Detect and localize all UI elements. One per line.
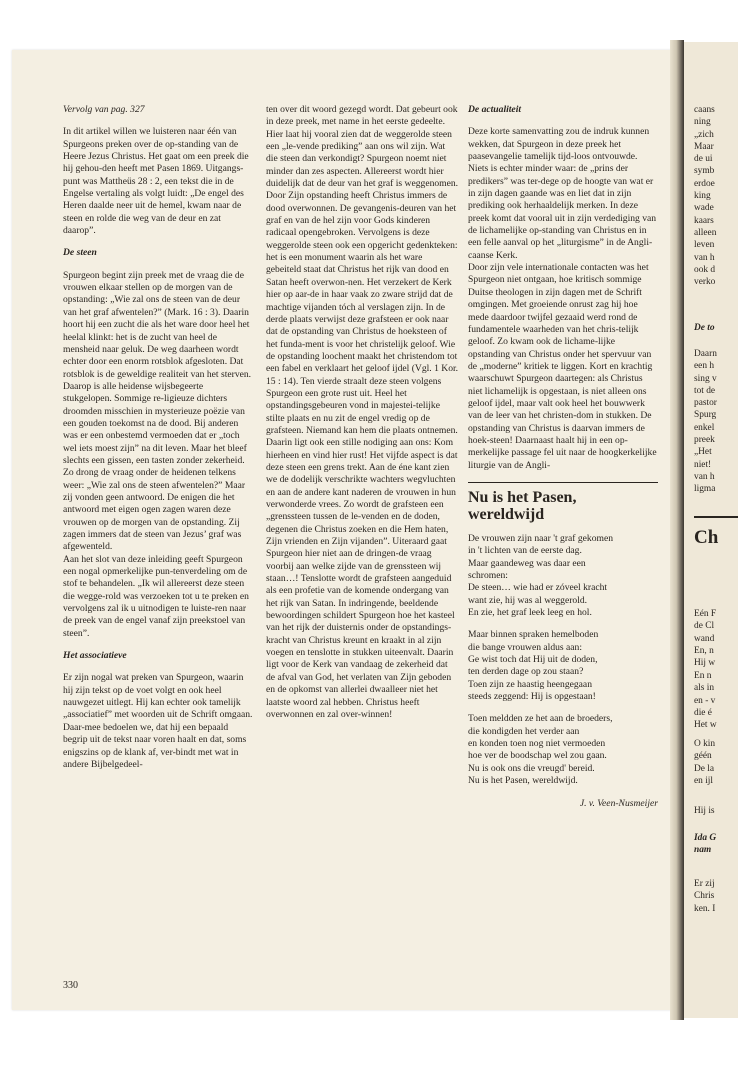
continued-from-label: Vervolg van pag. 327 <box>63 104 145 115</box>
poem-author: J. v. Veen-Nusmeijer <box>579 797 658 809</box>
next-page-subheading: Ida G nam <box>694 833 717 856</box>
poem-stanza: Toen meldden ze het aan de broeders, die kondigden het verder aan en konden toen nog niet vermoeden hoe ver de boodschap wel zou gaan. Nu is ook ons die vreugd' bereid. Nu is het Pasen, wereldwijd. <box>468 713 613 787</box>
subheading-de-steen: De steen <box>63 247 97 259</box>
next-page-text: En n als in en - v die é Het w <box>694 671 717 731</box>
column-2 <box>266 104 459 731</box>
poem-stanza: Maar binnen spraken hemelboden die bange vrouwen aldus aan: Ge wist toch dat Hij uit de doden, ten derden dage op zou staan? Toen zijn ze haastig heengegaan steeds zeggend: Hij is opgestaan! <box>468 629 599 703</box>
next-page-text: Hij is <box>694 806 715 816</box>
next-page-text: Daarn een h sing v tot de pastor Spurg enkel preek „Het niet! van h ligma <box>694 349 717 495</box>
page-number: 330 <box>63 980 78 991</box>
paragraph: ten over dit woord gezegd wordt. Dat gebeurt ook in deze preek, met name in het eerste gedeelte. Hier laat hij vooral zien dat de weggerolde steen een „le-vende prediking” aan ons wil zijn. Wat die steen dan verkondigt? Spurgeon noemt niet minder dan zes aspecten. Allereerst wordt hier duidelijk dat de deur van het graf is weggenomen. Door Zijn opstanding heeft Christus immers de dood overwonnen. De gevangenis-deuren van het graf en van de hel zijn voor Gods kinderen radicaal opengebroken. Vervolgens is deze weggerolde steen ook een opgericht gedenkteken: het is een monument waarin als het ware gebeiteld staat dat Christus het rijk van dood en Satan heeft overwon-nen. Het verzekert de Kerk hier op aar-de in haar vaak zo zware strijd dat de machtige vijanden tóch al verslagen zijn. In de derde plaats verwijst deze grafsteen er ook naar dat de opstanding van Christus de hoeksteen of het funda-ment is voor het christelijk geloof. Wie de opstanding loochent maakt het christendom tot een fabel en verklaart het geloof ijdel (Vgl. 1 Kor. 15 : 14). Ten vierde straalt deze steen volgens Spurgeon een grote rust uit. Heel het opstandingsgebeuren vond in majestei-telijke stilte plaats en nu zit de engel vredig op de grafsteen. Niemand kan hem die plaats ontnemen. Daarin ligt ook een stille nodiging aan ons: Kom hierheen en vind hier rust! Het vijfde aspect is dat deze steen een grens trekt. Aan de éne kant zien we de dodelijk verschrikte wachters wegvluchten en aan de andere kant naderen de vrouwen in hun verwonderde vrees. Zo wordt de grafsteen een „grenssteen tussen de le-venden en de doden, degenen die Christus zoeken en die Hem haten, Zijn vrienden en Zijn vijanden”. Uiteraard gaat Spurgeon hier niet aan de dringen-de vraag voorbij aan welke zijde van de grenssteen wij staan…! Tenslotte wordt de grafsteen aangeduid als een profetie van de komende ondergang van het rijk van Satan. In indringende, beeldende bewoordingen schildert Spurgeon hoe het kasteel van het rijk der duisternis onder de opstandings-kracht van Christus kreunt en kraakt in al zijn voegen en tenslotte in stukken uiteenvalt. Daarin ligt voor de Kerk van vandaag de zekerheid dat de afval van God, het verlaten van Zijn geboden en de opkomst van allerlei dwaalleer niet het laatste woord zal hebben. Christus heeft overwonnen en zal over-winnen! <box>266 104 459 720</box>
next-page-text: Er zij Chris ken. I <box>694 879 716 914</box>
paragraph: Spurgeon begint zijn preek met de vraag die de vrouwen elkaar stellen op de morgen van de opstanding: „Wie zal ons de steen van de deur van het graf afwentelen?” (Mark. 16 : 3). Daarin hoort hij een zucht die als het ware door heel het heelal klinkt: het is de zucht van heel de mensheid naar geluk. De weg daarheen wordt echter door een enorm rotsblok afgesloten. Dat rotsblok is de geweldige realiteit van het sterven. Daarop is alle heidense wijsbegeerte stukgelopen. Sommige re-ligieuze dichters droomden misschien in mysterieuze poëzie van een gouden toekomst na de dood. Bij anderen was er een onbestemd vermoeden dat er „toch wel iets moest zijn” na dit leven. Maar het bleef slechts een gissen, een tasten zonder zekerheid. Zo drong de vraag onder de heidenen telkens weer: „Wie zal ons de steen afwentelen?” Maar zij vonden geen antwoord. De enigen die het antwoord met eigen ogen zagen waren deze vrouwen op de morgen van de opstanding. Zij zagen immers dat de steen van Jezus’ graf was afgewenteld. Aan het slot van deze inleiding geeft Spurgeon een nogal opmerkelijke pun-tenverdeling om de stof te behandelen. „Ik wil allereerst deze steen die wegge-rold was verzoeken tot u te preken en vervolgens zal ik u uitnodigen te luiste-ren naar de preek van de engel vanaf zijn preekstoel van steen”. <box>63 269 252 639</box>
next-page-subheading: De to <box>694 323 715 333</box>
next-page-heading: Ch <box>694 527 719 548</box>
section-divider <box>468 482 658 483</box>
next-page-text: caans ning „zich Maar de ui symb erdoe king wade kaars alleen leven van h ook d verko <box>694 105 717 288</box>
next-page-edge <box>684 42 738 1018</box>
poem-stanza: De vrouwen zijn naar 't graf gekomen in 't lichten van de eerste dag. Maar gaandeweg was daar een schromen: De steen… wie had er zóveel kracht want zie, hij was al weggerold. En zie, het graf leek leeg en hol. <box>468 532 614 619</box>
column-1 <box>63 104 253 781</box>
paragraph: Er zijn nogal wat preken van Spurgeon, waarin hij zijn tekst op de voet volgt en ook heel nauwgezet uitlegt. Hij kan echter ook tamelijk „associatief” met woorden uit de Schrift omgaan. Daar-mee bedoelen we, dat hij een bepaald begrip uit de tekst naar voren haalt en dat, soms enigszins op de klank af, ver-bindt met wat in andere Bijbelgedeel- <box>63 672 253 770</box>
column-3 <box>468 104 658 820</box>
paragraph: In dit artikel willen we luisteren naar één van Spurgeons preken over de op-standing van de Heere Jezus Christus. Het gaat om een preek die hij gehou-den heeft met Pasen 1869. Uitgangs-punt was Mattheüs 28 : 2, een tekst die in de Engelse vertaling als volgt luidt: „De engel des Heren daalde neer uit de hemel, kwam naar de steen en rolde die weg van de deur en zat daarop”. <box>63 126 249 237</box>
subheading-de-actualiteit: De actualiteit <box>468 104 522 115</box>
next-page-rule <box>694 516 738 518</box>
next-page-text: Eén F de Cl wand En, n Hij w <box>694 609 717 669</box>
book-gutter <box>670 40 684 1020</box>
subheading-het-associatieve: Het associatieve <box>63 650 127 662</box>
next-page-text: O kin géén De la en ijl <box>694 739 716 786</box>
poem-title: Nu is het Pasen, wereldwijd <box>468 488 577 523</box>
paragraph: Deze korte samenvatting zou de indruk kunnen wekken, dat Spurgeon in deze preek het paasevangelie tamelijk tijd-loos ontvouwde. Niets is echter minder waar: de „prins der predikers” was ter-dege op de hoogte van wat er in zijn dagen gaande was en liet dat in zijn prediking ook herhaaldelijk merken. In deze preek komt dat vooral uit in zijn verdediging van de lichamelijke op-standing van Christus en in een felle aanval op het „liturgisme” in de Angli-caanse Kerk. Door zijn vele internationale contacten was het Spurgeon niet ontgaan, hoe kritisch sommige Duitse theologen in zijn dagen met de Schrift omgingen. Met groeiende onrust zag hij hoe mede daardoor twijfel gezaaid werd rond de fundamentele waarheden van het chris-telijk geloof. Zo kwam ook de lichame-lijke opstanding van Christus onder het spervuur van de „moderne” kritiek te liggen. Kort en krachtig waarschuwt Spurgeon daartegen: als Christus niet lichamelijk is opgestaan, is niet alleen ons geloof ijdel, maar valt ook heel het bouwwerk van de leer van het christen-dom in stukken. De opstanding van Christus is daarvan immers de hoek-steen! Daarnaast haalt hij in een op-merkelijke passage fel uit naar de hoogkerkelijke liturgie van de Angli- <box>468 126 657 471</box>
